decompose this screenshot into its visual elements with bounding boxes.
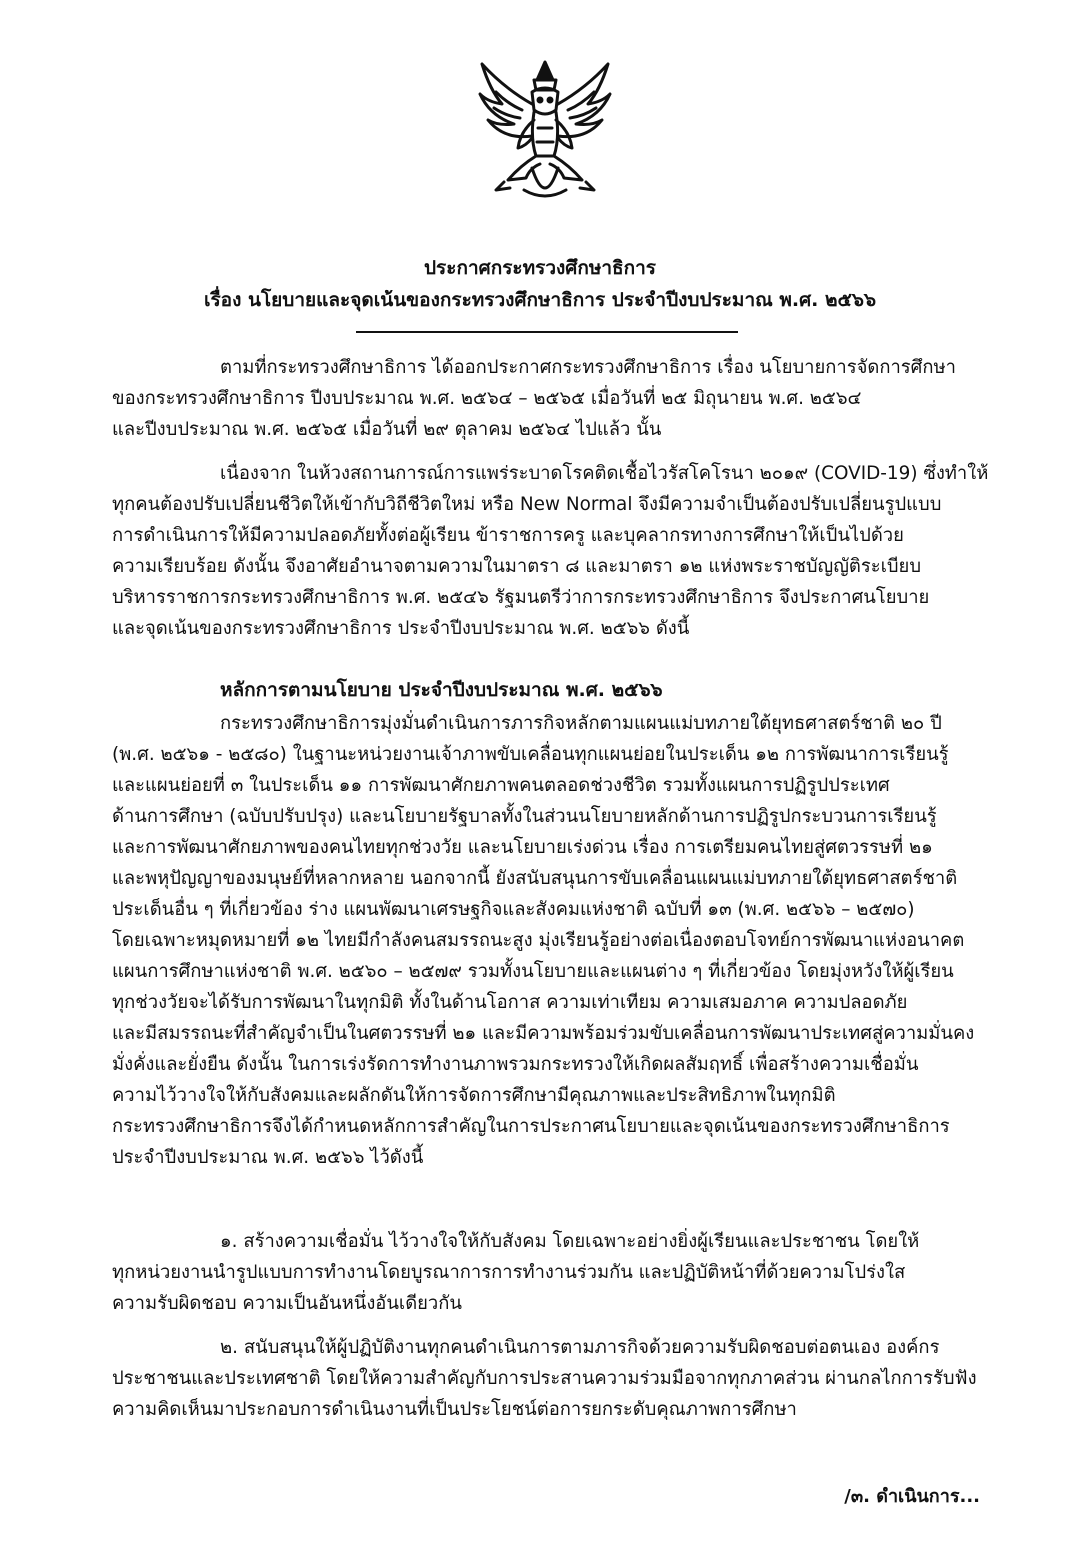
paragraph-line: ความไว้วางใจให้กับสังคมและผลักดันให้การจัดการศึกษามีคุณภาพและประสิทธิภาพในทุกมิติ [112, 1085, 836, 1106]
garuda-emblem [474, 58, 616, 208]
paragraph-line: มั่งคั่งและยั่งยืน ดังนั้น ในการเร่งรัดการทำงานภาพรวมกระทรวงให้เกิดผลสัมฤทธิ์ เพื่อสร้างความเชื่อมั่น [112, 1054, 919, 1075]
document-title: ประกาศกระทรวงศึกษาธิการ [423, 257, 657, 279]
paragraph-intro [112, 352, 1022, 445]
policy-item-2 [112, 1332, 1022, 1425]
paragraph-line: โดยเฉพาะหมุดหมายที่ ๑๒ ไทยมีกำลังคนสมรรถนะสูง มุ่งเรียนรู้อย่างต่อเนื่องตอบโจทย์การพัฒนาแห่งอนาคต [112, 930, 965, 951]
paragraph-line: และจุดเน้นของกระทรวงศึกษาธิการ ประจำปีงบประมาณ พ.ศ. ๒๕๖๖ ดังนี้ [112, 618, 690, 639]
paragraph-line: เนื่องจาก ในห้วงสถานการณ์การแพร่ระบาดโรคติดเชื้อไวรัสโคโรนา ๒๐๑๙ (COVID-19) ซึ่งทำให้ [220, 463, 989, 484]
paragraph-line: และพหุปัญญาของมนุษย์ที่หลากหลาย นอกจากนี้ ยังสนับสนุนการขับเคลื่อนแผนแม่บทภายใต้ยุทธศาสตร์ชาติ [112, 868, 958, 889]
paragraph-line: ของกระทรวงศึกษาธิการ ปีงบประมาณ พ.ศ. ๒๕๖๔ – ๒๕๖๕ เมื่อวันที่ ๒๕ มิถุนายน พ.ศ. ๒๕๖๔ [112, 388, 862, 409]
paragraph-line: ทุกหน่วยงานนำรูปแบบการทำงานโดยบูรณาการการทำงานร่วมกัน และปฏิบัติหน้าที่ด้วยความโปร่งใส [112, 1262, 906, 1283]
paragraph-line: ทุกช่วงวัยจะได้รับการพัฒนาในทุกมิติ ทั้งในด้านโอกาส ความเท่าเทียม ความเสมอภาค ความปลอดภัย [112, 992, 908, 1013]
policy-item-1 [112, 1226, 1022, 1319]
paragraph-line: ประชาชนและประเทศชาติ โดยให้ความสำคัญกับการประสานความร่วมมือจากทุกภาคส่วน ผ่านกลไกการรับฟัง [112, 1368, 977, 1389]
paragraph-line: และการพัฒนาศักยภาพของคนไทยทุกช่วงวัย และนโยบายเร่งด่วน เรื่อง การเตรียมคนไทยสู่ศตวรรษที่ ๒๑ [112, 837, 933, 858]
paragraph-line: แผนการศึกษาแห่งชาติ พ.ศ. ๒๕๖๐ – ๒๕๗๙ รวมทั้งนโยบายและแผนต่าง ๆ ที่เกี่ยวข้อง โดยมุ่งหวังให้ผู้เรียน [112, 961, 954, 982]
paragraph-line: การดำเนินการให้มีความปลอดภัยทั้งต่อผู้เรียน ข้าราชการครู และบุคลากรทางการศึกษาให้เป็นไปด้วย [112, 525, 904, 546]
paragraph-line: ๒. สนับสนุนให้ผู้ปฏิบัติงานทุกคนดำเนินการตามภารกิจด้วยความรับผิดชอบต่อตนเอง องค์กร [220, 1337, 940, 1358]
paragraph-line: บริหารราชการกระทรวงศึกษาธิการ พ.ศ. ๒๕๔๖ รัฐมนตรีว่าการกระทรวงศึกษาธิการ จึงประกาศนโยบาย [112, 587, 930, 608]
paragraph-line: กระทรวงศึกษาธิการจึงได้กำหนดหลักการสำคัญในการประกาศนโยบายและจุดเน้นของกระทรวงศึกษาธิการ [112, 1116, 950, 1137]
paragraph-line: ๑. สร้างความเชื่อมั่น ไว้วางใจให้กับสังคม โดยเฉพาะอย่างยิ่งผู้เรียนและประชาชน โดยให้ [220, 1231, 920, 1252]
paragraph-line: ทุกคนต้องปรับเปลี่ยนชีวิตให้เข้ากับวิถีชีวิตใหม่ หรือ New Normal จึงมีความจำเป็นต้องปรับเปลี่ยนรูปแบบ [112, 494, 942, 515]
section-heading: หลักการตามนโยบาย ประจำปีงบประมาณ พ.ศ. ๒๕๖๖ [220, 679, 663, 701]
paragraph-line: ด้านการศึกษา (ฉบับปรับปรุง) และนโยบายรัฐบาลทั้งในส่วนนโยบายหลักด้านการปฏิรูปกระบวนการเรียนรู้ [112, 806, 937, 827]
paragraph-covid [112, 458, 1022, 644]
paragraph-line: ตามที่กระทรวงศึกษาธิการ ได้ออกประกาศกระทรวงศึกษาธิการ เรื่อง นโยบายการจัดการศึกษา [220, 357, 956, 378]
paragraph-line: ประจำปีงบประมาณ พ.ศ. ๒๕๖๖ ไว้ดังนี้ [112, 1147, 424, 1168]
paragraph-principles [112, 708, 1022, 1173]
page-continuation: /๓. ดำเนินการ... [844, 1486, 980, 1507]
paragraph-line: (พ.ศ. ๒๕๖๑ - ๒๕๘๐) ในฐานะหน่วยงานเจ้าภาพขับเคลื่อนทุกแผนย่อยในประเด็น ๑๒ การพัฒนาการเรียนรู้ [112, 744, 949, 765]
paragraph-line: ความรับผิดชอบ ความเป็นอันหนึ่งอันเดียวกัน [112, 1293, 462, 1314]
paragraph-line: และแผนย่อยที่ ๓ ในประเด็น ๑๑ การพัฒนาศักยภาพคนตลอดช่วงชีวิต รวมทั้งแผนการปฏิรูปประเทศ [112, 775, 890, 796]
paragraph-line: และมีสมรรถนะที่สำคัญจำเป็นในศตวรรษที่ ๒๑ และมีความพร้อมร่วมขับเคลื่อนการพัฒนาประเทศสู่ความมั่นคง [112, 1023, 975, 1044]
paragraph-line: และปีงบประมาณ พ.ศ. ๒๕๖๕ เมื่อวันที่ ๒๙ ตุลาคม ๒๕๖๔ ไปแล้ว นั้น [112, 419, 662, 440]
paragraph-line: กระทรวงศึกษาธิการมุ่งมั่นดำเนินการภารกิจหลักตามแผนแม่บทภายใต้ยุทธศาสตร์ชาติ ๒๐ ปี [220, 713, 942, 734]
title-divider [356, 331, 738, 333]
paragraph-line: ประเด็นอื่น ๆ ที่เกี่ยวข้อง ร่าง แผนพัฒนาเศรษฐกิจและสังคมแห่งชาติ ฉบับที่ ๑๓ (พ.ศ. ๒๕๖๖ – ๒๕๗๐) [112, 899, 915, 920]
paragraph-line: ความคิดเห็นมาประกอบการดำเนินงานที่เป็นประโยชน์ต่อการยกระดับคุณภาพการศึกษา [112, 1399, 797, 1420]
document-subject: เรื่อง นโยบายและจุดเน้นของกระทรวงศึกษาธิการ ประจำปีงบประมาณ พ.ศ. ๒๕๖๖ [203, 289, 877, 311]
paragraph-line: ความเรียบร้อย ดังนั้น จึงอาศัยอำนาจตามความในมาตรา ๘ และมาตรา ๑๒ แห่งพระราชบัญญัติระเบียบ [112, 556, 921, 577]
